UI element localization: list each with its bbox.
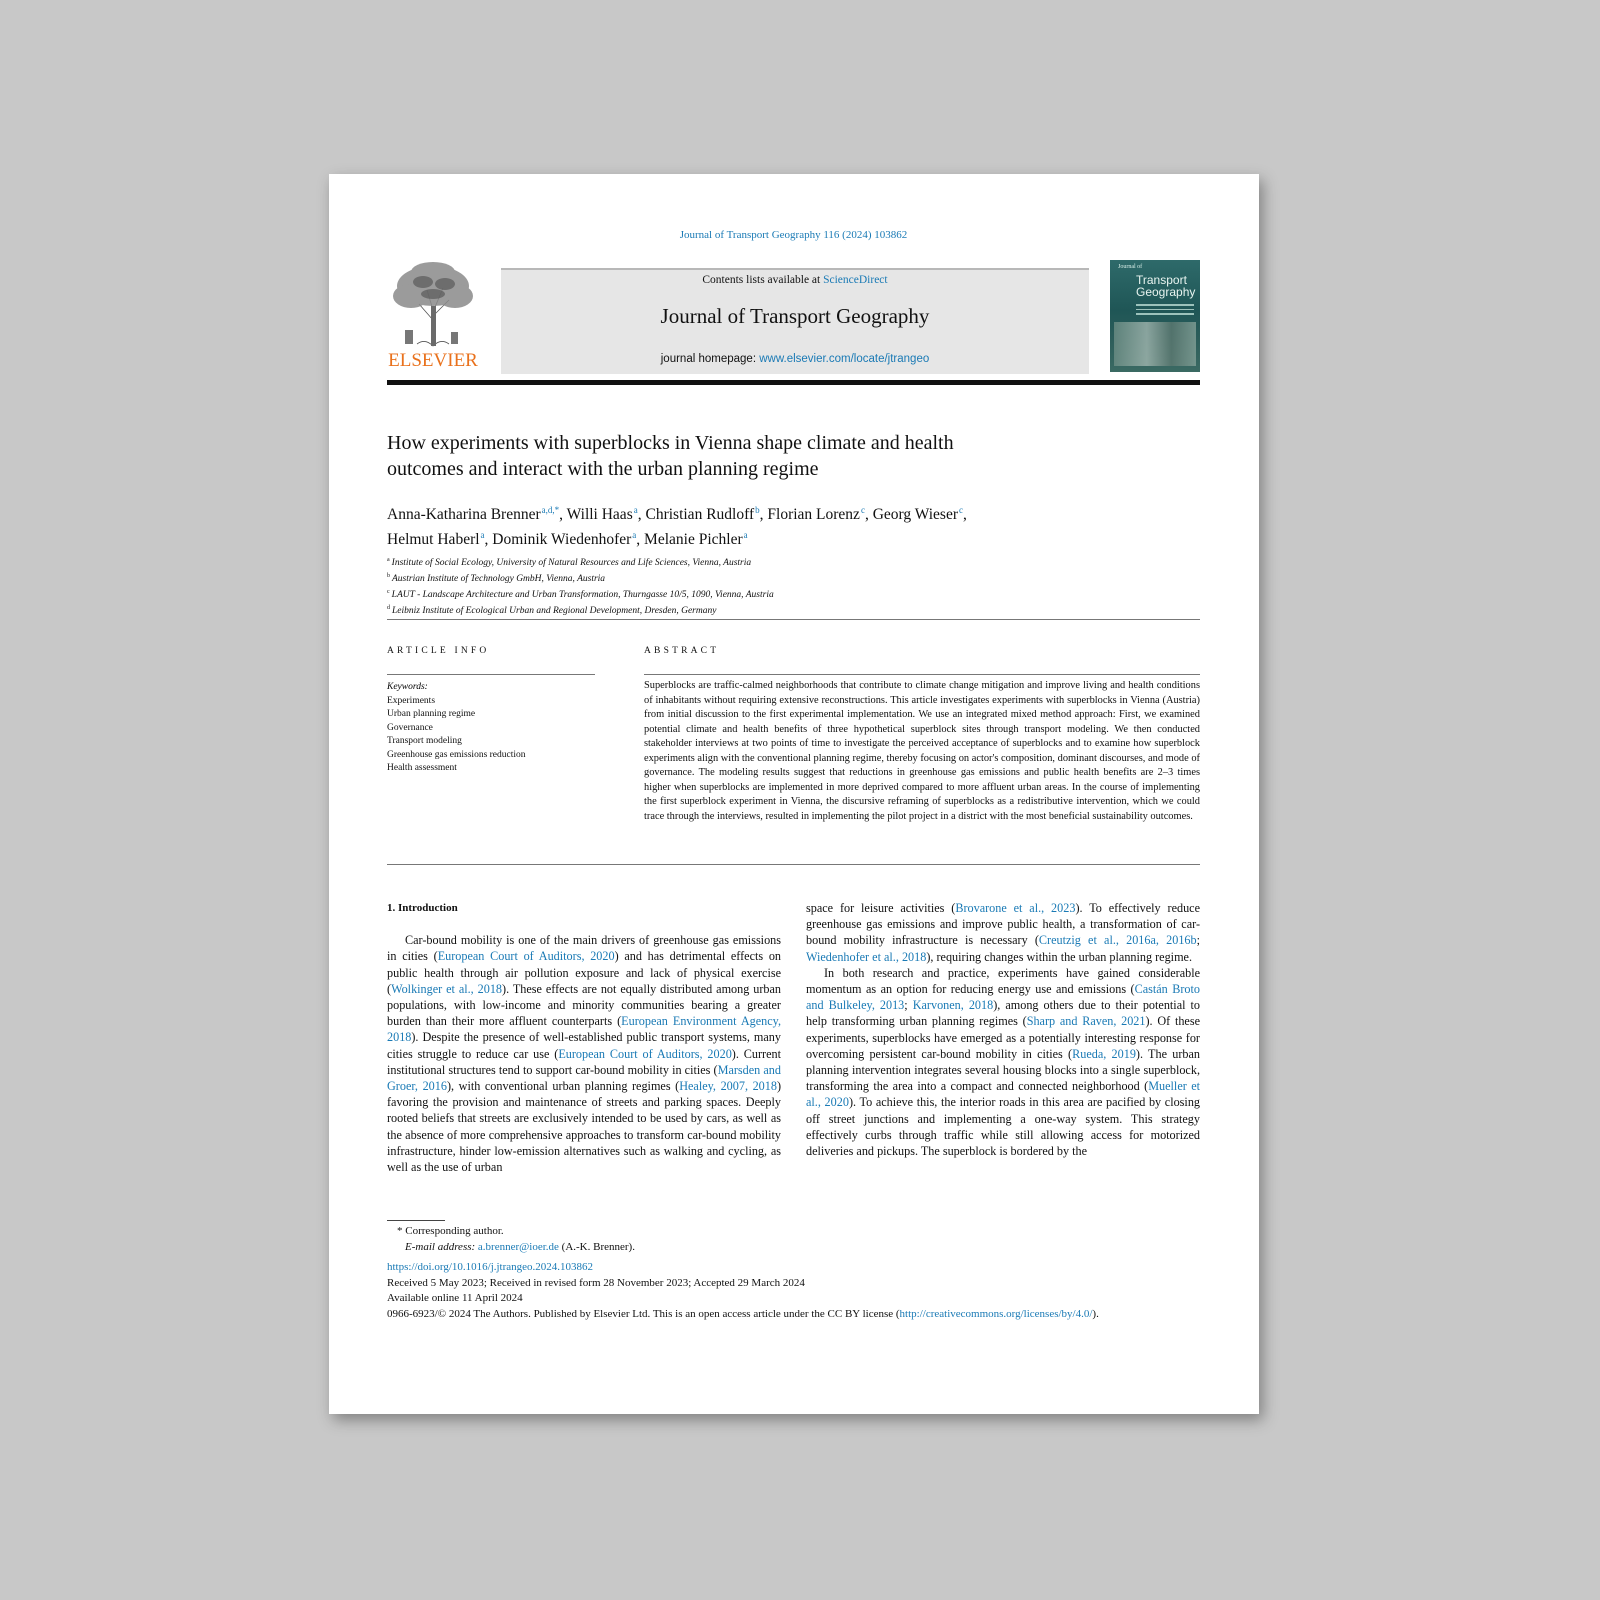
email-link[interactable]: a.brenner@ioer.de [477, 1240, 559, 1253]
author-list [387, 500, 1200, 550]
email-footnote [387, 1240, 1200, 1256]
available-online: Available online 11 April 2024 [387, 1292, 523, 1304]
citation-link[interactable]: Mueller et al., 2020 [806, 1079, 1200, 1110]
intro-paragraph-1 [387, 932, 781, 1175]
journal-citation-link[interactable]: Journal of Transport Geography 116 (2024) 103862 [679, 229, 908, 241]
abstract-rule [644, 674, 1200, 675]
paragraph-text: ). Despite the presence of well-established public transport systems, many cities struggle to reduce car use ( [387, 1030, 781, 1061]
affiliation-key: a [387, 557, 390, 563]
author-name[interactable]: Anna-Katharina Brenner [387, 506, 541, 523]
title-line-1: How experiments with superblocks in Vienna shape climate and health [387, 432, 954, 454]
homepage-line [501, 353, 1089, 365]
article-info-heading: ARTICLE INFO [387, 646, 490, 656]
article-page [329, 174, 1259, 1414]
body-column-left [387, 900, 781, 1175]
contents-prefix: Contents lists available at [702, 274, 824, 286]
journal-cover-thumbnail[interactable] [1110, 260, 1200, 372]
paragraph-text: ). These effects are not equally distributed among urban populations, with low-income and minority communities bearing a greater burden than their more affluent counterparts ( [387, 981, 781, 1029]
keyword-item: Health assessment [387, 763, 457, 773]
paragraph-text: Car-bound mobility is one of the main drivers of greenhouse gas emissions in cities ( [387, 933, 781, 964]
author-line-1: Anna-Katharina Brenner$^{a,d,*}$, Willi Haas$^a$, Christian Rudloff$^b$, Florian Lorenz$^c$, Georg Wieser$^c$, [387, 505, 967, 523]
intro-paragraph-2 [806, 965, 1200, 1159]
paragraph-text: ). To effectively reduce greenhouse gas emissions and improve public health, a transformation of car-bound mobility infrastructure is necessary ( [806, 901, 1200, 948]
keywords-label: Keywords: [387, 682, 428, 692]
keyword-item: Experiments [387, 695, 436, 706]
email-label: E-mail address: [405, 1240, 478, 1253]
license-suffix: ). [1092, 1307, 1099, 1320]
citation-link[interactable]: Castán Broto and Bulkeley, 2013 [806, 982, 1200, 1013]
author-affiliation-ref[interactable]: c [860, 505, 865, 515]
author-name[interactable]: Georg Wieser [872, 506, 959, 523]
affiliation-text: Leibniz Institute of Ecological Urban and Regional Development, Dresden, Germany [392, 606, 717, 616]
abstract-heading: ABSTRACT [644, 646, 720, 656]
citation-link[interactable]: Creutzig et al., 2016a, 2016b [1038, 933, 1197, 948]
abstract-text: Superblocks are traffic-calmed neighborhoods that contribute to climate change mitigation and improve living and health conditions of inhabitants without requiring extensive reconstructions. This article investigates experiments with superblocks in Vienna (Austria) from initial discussion to the first experimental implementation. We use an integrated mixed method approach: First, we examined potential climate and health benefits of three hypothetical superblock sites through transport modeling. We then conducted stakeholder interviews at two points of time to investigate the perceived acceptance of superblocks and to examine how superblock experiments align with the conventional planning regime, thereby focusing on actor's composition, dominant discourses, and mode of governance. The modeling results suggest that reductions in greenhouse gas emissions and public health benefits are 2–3 times higher when superblocks are implemented in more deprived compared to more affluent urban areas. In the course of implementing the first superblock experiment in Vienna, the discursive reframing of superblocks as a redistributive intervention, which we could trace through the interviews, resulted in implementing the pilot project in a district with the most beneficial sustainability outcomes. [644, 680, 1200, 822]
citation-link[interactable]: Healey, 2007, 2018 [679, 1079, 777, 1094]
affiliation-item [387, 586, 1200, 602]
citation-link[interactable]: Marsden and Groer, 2016 [387, 1062, 781, 1094]
body-column-right [806, 900, 1200, 1159]
affiliation-key: c [387, 589, 390, 595]
paragraph-text: ; [904, 998, 913, 1013]
journal-name: Journal of Transport Geography [660, 304, 930, 328]
citation-link[interactable]: Sharp and Raven, 2021 [1026, 1014, 1146, 1029]
keyword-item: Governance [387, 722, 433, 733]
journal-banner [501, 268, 1089, 374]
citation-link[interactable]: Wiedenhofer et al., 2018 [806, 949, 927, 964]
affiliation-item [387, 554, 1200, 570]
footnote-rule [387, 1220, 445, 1221]
abstract-divider [387, 864, 1200, 865]
article-info [387, 674, 595, 776]
keyword-item: Transport modeling [387, 736, 462, 746]
author-line-2: Helmut Haberl$^a$, Dominik Wiedenhofer$^a$, Melanie Pichler$^a$ [387, 530, 748, 548]
citation-link[interactable]: Wolkinger et al., 2018 [391, 981, 503, 996]
contents-line [501, 274, 1089, 286]
citation-link[interactable]: Rueda, 2019 [1072, 1046, 1136, 1061]
footnotes [387, 1224, 1200, 1322]
citation-link[interactable]: European Court of Auditors, 2020 [437, 949, 615, 964]
citation-link[interactable]: European Court of Auditors, 2020 [558, 1046, 732, 1061]
author-name[interactable]: Dominik Wiedenhofer [492, 531, 632, 548]
paragraph-text: ), requiring changes within the urban planning regime. [926, 949, 1193, 964]
article-info-rule [387, 674, 595, 675]
author-name[interactable]: Florian Lorenz [767, 506, 860, 523]
paragraph-text: ) favoring the provision and maintenance of streets and parking spaces. Deeply rooted beliefs that streets are exclusively intended to be used by cars, as well as the absence of more comprehensive approaches to transform car-bound mobility infrastructure, hinder low-emission alternatives such as walking and cycling, as well as the use of urban [387, 1079, 782, 1175]
email-suffix: (A.-K. Brenner). [558, 1240, 635, 1253]
homepage-prefix: journal homepage: [660, 353, 760, 365]
journal-homepage-link[interactable]: www.elsevier.com/locate/jtrangeo [759, 353, 930, 365]
paragraph-text: ). Of these experiments, superblocks have emerged as a potentially interesting response for overcoming persistent car-bound mobility in cities ( [806, 1014, 1200, 1061]
paragraph-text: ) and has detrimental effects on public health through air pollution exposure and lack of physical exercise ( [387, 949, 782, 996]
affiliation-key: d [387, 605, 390, 611]
keyword-item: Greenhouse gas emissions reduction [387, 749, 526, 760]
author-name[interactable]: Christian Rudloff [645, 506, 755, 523]
paragraph-text: space for leisure activities ( [806, 901, 956, 915]
corresponding-text: Corresponding author. [405, 1225, 504, 1237]
cover-top-text: Journal of [1118, 264, 1143, 270]
paragraph-text: ). The urban planning intervention integrates several housing blocks into a single superblock, transforming the area into a compact and connected neighborhood ( [806, 1046, 1200, 1094]
keyword-item: Urban planning regime [387, 709, 476, 719]
license-link[interactable]: http://creativecommons.org/licenses/by/4.0/ [899, 1307, 1093, 1320]
author-affiliation-ref[interactable]: a [633, 505, 638, 515]
paragraph-text: ), among others due to their potential to help transforming urban planning regimes ( [806, 998, 1200, 1029]
abstract [644, 674, 1200, 824]
author-affiliation-ref[interactable]: a [743, 530, 748, 540]
cover-title [1136, 274, 1198, 298]
affiliation-key: b [387, 573, 390, 579]
author-name[interactable]: Willi Haas [566, 506, 633, 523]
citation-link[interactable]: Karvonen, 2018 [912, 998, 994, 1013]
sciencedirect-link[interactable]: ScienceDirect [823, 274, 888, 286]
author-affiliation-ref[interactable]: b [755, 505, 760, 515]
affiliation-item [387, 570, 1200, 586]
paragraph-text: ), with conventional urban planning regimes ( [446, 1079, 680, 1094]
elsevier-wordmark: ELSEVIER [388, 350, 478, 371]
masthead [387, 260, 1200, 374]
paragraph-text: ). Current institutional structures tend to support car-bound mobility in cities ( [387, 1046, 781, 1077]
paragraph-text: In both research and practice, experiments have gained considerable momentum as an option for reducing energy use and emissions ( [806, 965, 1200, 997]
author-affiliation-ref[interactable]: a,d,* [541, 505, 560, 515]
paragraph-text: ; [1196, 933, 1200, 948]
author-affiliation-ref[interactable]: a [480, 530, 485, 540]
title-line-2: outcomes and interact with the urban planning regime [387, 458, 819, 480]
cover-text-lines [1136, 304, 1194, 318]
doi-link[interactable]: https://doi.org/10.1016/j.jtrangeo.2024.103862 [387, 1261, 594, 1273]
elsevier-logo[interactable] [387, 260, 479, 372]
received-dates: Received 5 May 2023; Received in revised form 28 November 2023; Accepted 29 March 2024 [387, 1276, 805, 1289]
affiliation-text: LAUT - Landscape Architecture and Urban Transformation, Thurngasse 10/5, 1090, Vienna, Austria [391, 590, 774, 600]
affiliations [387, 554, 1200, 618]
author-affiliation-ref[interactable]: c [959, 505, 964, 515]
license-prefix: 0966-6923/© 2024 The Authors. Published by Elsevier Ltd. This is an open access article under the CC BY license ( [387, 1307, 900, 1320]
affiliation-text: Institute of Social Ecology, University of Natural Resources and Life Sciences, Vienna, Austria [391, 558, 752, 568]
header-divider [387, 619, 1200, 620]
cover-title-line-1: Transport [1136, 273, 1187, 287]
author-affiliation-ref[interactable]: a [632, 530, 637, 540]
license-line [387, 1307, 1200, 1323]
affiliation-item [387, 602, 1200, 618]
paragraph-text: ). To achieve this, the interior roads in this area are pacified by closing off street junctions and implementing a one-way system. This strategy effectively curbs through traffic while still allowing access for motorized deliveries and pickups. The superblock is bordered by the [806, 1095, 1201, 1159]
cover-photo [1114, 322, 1196, 366]
author-name[interactable]: Helmut Haberl [387, 531, 480, 548]
citation-link[interactable]: European Environment Agency, 2018 [387, 1014, 781, 1045]
citation-link[interactable]: Brovarone et al., 2023 [955, 901, 1076, 915]
affiliation-text: Austrian Institute of Technology GmbH, Vienna, Austria [392, 574, 606, 584]
section-title-introduction: 1. Introduction [387, 902, 458, 914]
cover-title-line-2: Geography [1136, 285, 1196, 299]
corresponding-footnote: * Corresponding author. [397, 1225, 504, 1237]
author-name[interactable]: Melanie Pichler [644, 531, 743, 548]
intro-paragraph-1-continued [806, 900, 1200, 965]
elsevier-tree-icon [387, 260, 479, 348]
article-title [387, 430, 1087, 482]
masthead-rule [387, 380, 1200, 385]
